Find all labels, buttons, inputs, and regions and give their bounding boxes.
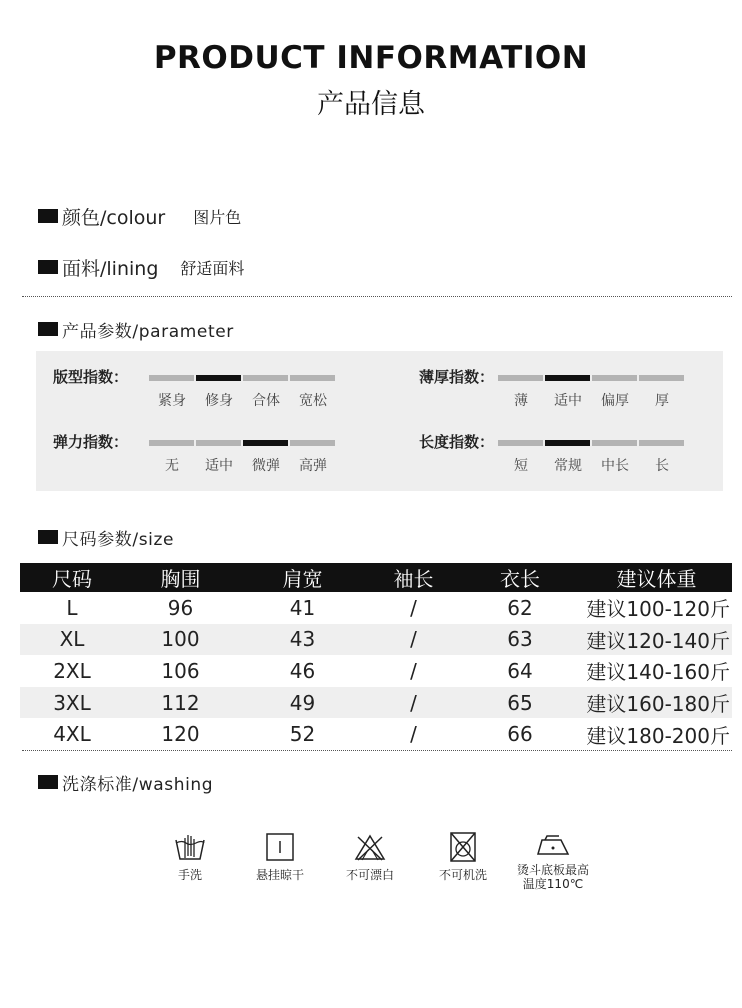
table-cell: 65	[459, 687, 581, 719]
param-bar	[545, 440, 590, 446]
size-heading-text: 尺码参数/size	[62, 529, 175, 550]
param-option: 厚	[655, 393, 669, 409]
table-cell: 64	[507, 658, 533, 683]
param-bar	[545, 375, 590, 381]
table-cell: 52	[289, 722, 316, 747]
size-table-header	[20, 563, 732, 592]
column-header: 衣长	[459, 563, 581, 592]
param-option: 适中	[205, 458, 233, 474]
param-label: 薄厚指数：	[419, 368, 495, 386]
param-bar	[498, 440, 543, 446]
dotted-divider	[22, 750, 732, 751]
param-option: 薄	[514, 393, 528, 409]
param-option: 无	[165, 458, 179, 474]
wash-label: 不可漂白	[345, 868, 394, 882]
attribute-lining	[38, 255, 244, 279]
table-cell: 建议160-180斤	[581, 687, 732, 719]
iron-icon	[535, 832, 571, 862]
table-cell: 66	[507, 722, 533, 747]
param-option: 中长	[601, 458, 629, 474]
bullet-square	[38, 260, 58, 274]
param-option: 长	[655, 458, 669, 474]
wash-item-no-bleach	[325, 832, 415, 882]
table-cell: /	[410, 722, 417, 747]
param-option: 微弹	[252, 458, 280, 474]
param-label: 版型指数：	[53, 368, 129, 386]
param-bar	[592, 375, 637, 381]
attribute-label: 颜色/colour	[62, 206, 166, 229]
table-cell: /	[368, 624, 459, 656]
parameter-heading-text: 产品参数/parameter	[62, 321, 234, 342]
table-cell: 2XL	[53, 658, 91, 683]
param-bar	[290, 375, 335, 381]
table-cell: 112	[124, 687, 237, 719]
table-cell: 62	[507, 595, 533, 620]
param-option: 偏厚	[601, 393, 629, 409]
table-row	[20, 592, 732, 624]
param-label: 长度指数：	[419, 433, 495, 451]
wash-label-line2: 温度110℃	[522, 877, 584, 891]
bullet-square	[38, 530, 58, 544]
size-table	[20, 563, 732, 750]
table-cell: 43	[237, 624, 368, 656]
param-option: 紧身	[158, 393, 186, 409]
param-option: 常规	[554, 458, 582, 474]
param-option: 修身	[205, 393, 233, 409]
wash-label-line1: 烫斗底板最高	[516, 863, 589, 877]
param-bar	[639, 375, 684, 381]
table-cell: 建议140-160斤	[586, 660, 730, 685]
washing-heading	[38, 771, 213, 793]
param-bar	[290, 440, 335, 446]
table-cell: 4XL	[53, 722, 91, 747]
bullet-square	[38, 322, 58, 336]
size-heading	[38, 526, 174, 548]
param-bar	[243, 440, 288, 446]
table-cell: 46	[289, 658, 316, 683]
hand-wash-icon	[172, 832, 208, 862]
param-option: 适中	[554, 393, 582, 409]
param-option: 宽松	[299, 393, 327, 409]
table-cell: L	[66, 595, 78, 620]
param-option: 合体	[252, 393, 280, 409]
param-label: 弹力指数：	[53, 433, 129, 451]
param-bar	[149, 440, 194, 446]
attribute-colour	[38, 204, 241, 228]
table-cell: 41	[289, 595, 316, 620]
table-row	[20, 624, 732, 656]
table-row	[20, 718, 732, 750]
no-machine-wash-icon	[445, 832, 481, 862]
table-row	[20, 687, 732, 719]
column-header: 袖长	[368, 563, 459, 592]
wash-item-hang-dry	[235, 832, 325, 882]
wash-item-no-machine-wash	[418, 832, 508, 882]
wash-label: 手洗	[177, 868, 202, 882]
table-cell: 63	[459, 624, 581, 656]
title-english: PRODUCT INFORMATION	[153, 40, 589, 76]
attribute-label: 面料/lining	[62, 257, 159, 280]
param-bar	[196, 375, 241, 381]
param-bar	[196, 440, 241, 446]
param-bar	[149, 375, 194, 381]
dotted-divider	[22, 296, 732, 297]
washing-heading-text: 洗涤标准/washing	[62, 774, 214, 795]
param-bar	[592, 440, 637, 446]
column-header: 胸围	[124, 563, 237, 592]
attribute-value: 图片色	[193, 207, 242, 227]
column-header: 肩宽	[237, 563, 368, 592]
param-bar	[639, 440, 684, 446]
title-chinese: 产品信息	[317, 89, 425, 120]
param-bar	[498, 375, 543, 381]
parameter-panel	[36, 351, 723, 491]
table-cell: 3XL	[20, 687, 124, 719]
column-header: 建议体重	[581, 563, 732, 592]
table-cell: 96	[167, 595, 194, 620]
parameter-heading	[38, 318, 234, 340]
attribute-value: 舒适面料	[180, 258, 245, 278]
table-cell: 100	[124, 624, 237, 656]
wash-label: 不可机洗	[438, 868, 487, 882]
hang-dry-icon	[262, 832, 298, 862]
param-bar	[243, 375, 288, 381]
wash-item-iron	[508, 832, 598, 891]
bullet-square	[38, 775, 58, 789]
table-cell: 49	[237, 687, 368, 719]
table-cell: 建议180-200斤	[586, 723, 730, 748]
table-cell: /	[410, 658, 417, 683]
table-cell: 120	[161, 722, 200, 747]
param-option: 高弹	[299, 458, 327, 474]
bullet-square	[38, 209, 58, 223]
table-cell: 建议120-140斤	[581, 624, 732, 656]
table-cell: /	[368, 687, 459, 719]
wash-label: 悬挂晾干	[255, 868, 304, 882]
table-cell: 106	[161, 658, 200, 683]
table-cell: 建议100-120斤	[586, 597, 730, 622]
no-bleach-icon	[352, 832, 388, 862]
table-cell: XL	[20, 624, 124, 656]
table-cell: /	[410, 595, 417, 620]
wash-item-hand-wash	[145, 832, 235, 882]
table-row	[20, 655, 732, 687]
column-header: 尺码	[20, 563, 124, 592]
param-option: 短	[514, 458, 528, 474]
